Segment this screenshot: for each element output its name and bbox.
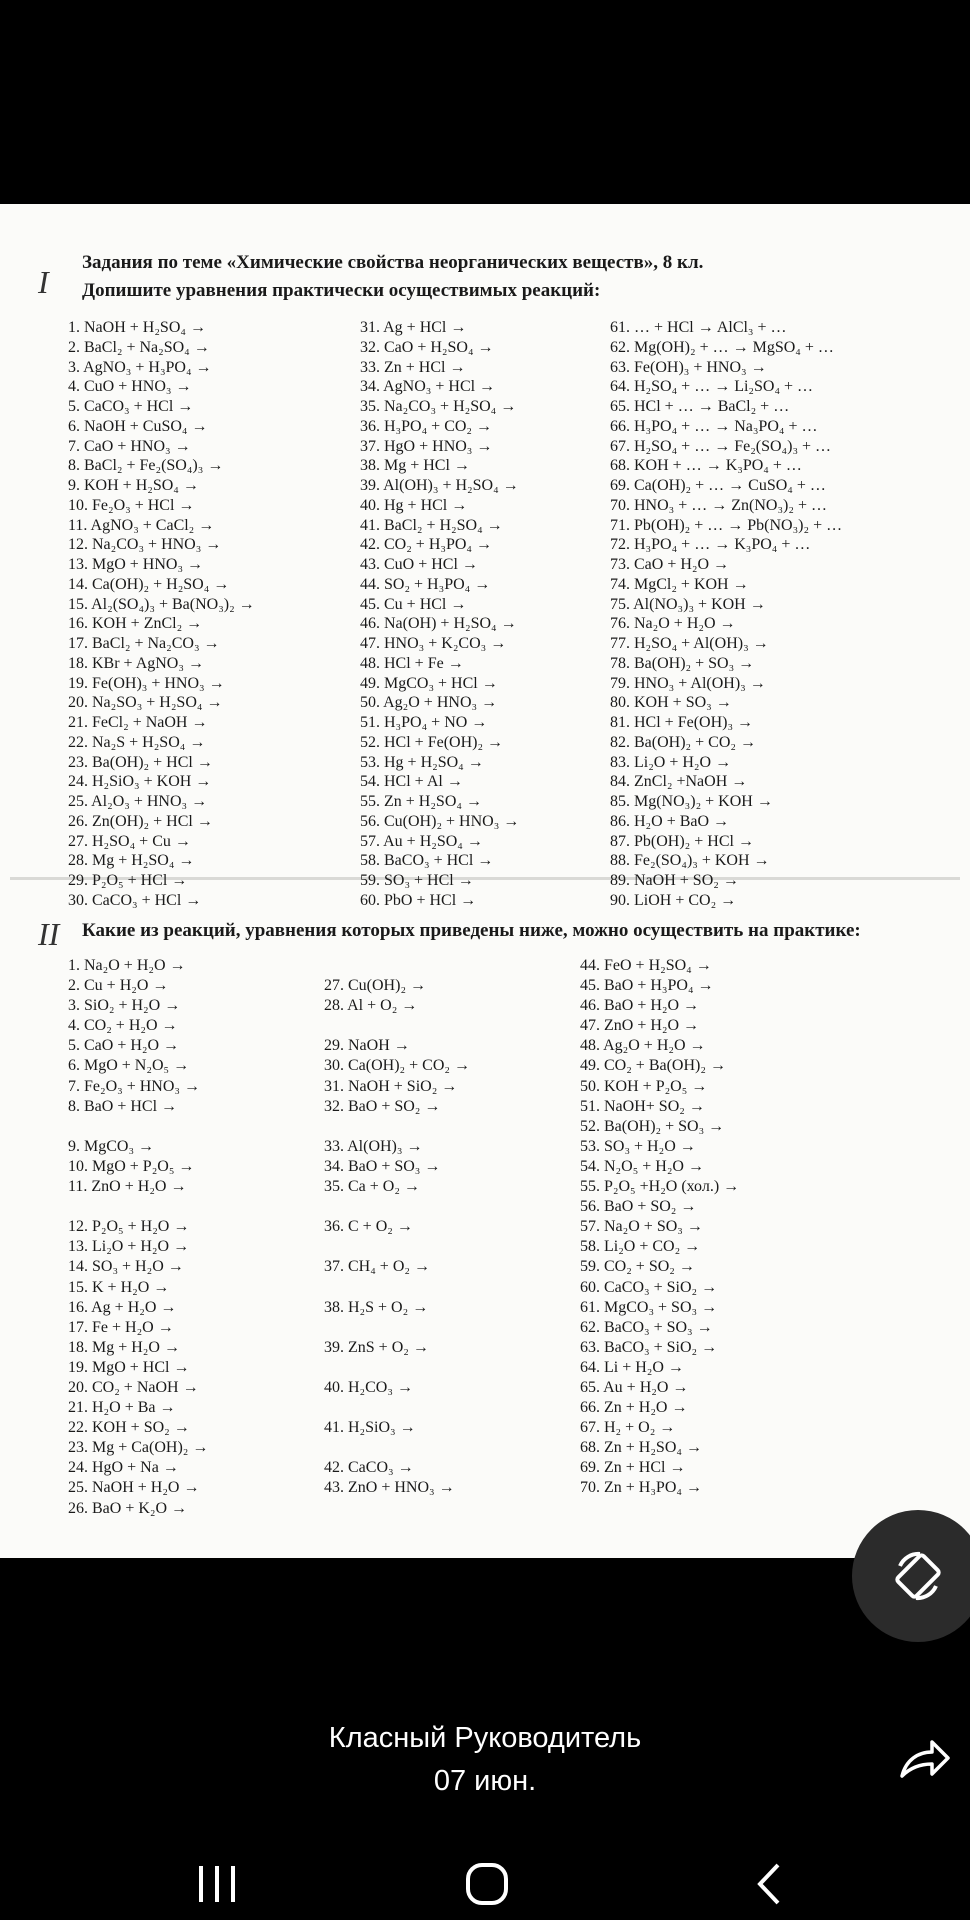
equation-item: 47. ZnO + H₂O →: [580, 1017, 700, 1035]
part2-column-1: [68, 956, 208, 1519]
equation-item: 28. Mg + H₂SO₄ →: [68, 852, 195, 870]
equation-item: 55. Zn + H₂SO₄ →: [360, 793, 482, 810]
equation-item: [324, 1358, 470, 1378]
equation-item: 75. Al(NO₃)₃ + KOH →: [610, 595, 766, 613]
back-button[interactable]: [748, 1862, 792, 1906]
equation-item: 59. SO₃ + HCl →: [360, 872, 474, 889]
equation-item: 69. Ca(OH)₂ + … → CuSO₄ + …: [610, 477, 826, 494]
equation-item: 24. HgO + Na →: [68, 1459, 179, 1477]
equation-item: 87. Pb(OH)₂ + HCl →: [610, 832, 754, 850]
equation-item: 69. Zn + HCl →: [580, 1459, 686, 1477]
equation-item: 14. Ca(OH)₂ + H₂SO₄ →: [68, 575, 230, 593]
equation-item: [324, 1398, 470, 1418]
equation-item: 1. NaOH + H₂SO₄ →: [68, 319, 206, 336]
equation-item: 66. Zn + H₂O →: [580, 1399, 688, 1417]
equation-item: 74. MgCl₂ + KOH →: [610, 575, 749, 593]
equation-item: 62. Mg(OH)₂ + … → MgSO₄ + …: [610, 338, 834, 356]
equation-item: [68, 1197, 208, 1217]
equation-item: 51. NaOH+ SO₂ →: [580, 1097, 705, 1115]
section-one-marker: I: [38, 264, 49, 300]
equation-item: 43. ZnO + HNO₃ →: [324, 1479, 455, 1497]
share-icon[interactable]: [896, 1736, 952, 1784]
equation-item: 72. H₃PO₄ + … → K₃PO₄ + …: [610, 536, 811, 554]
equation-item: 61. MgCO₃ + SO₃ →: [580, 1298, 718, 1316]
equation-item: 73. CaO + H₂O →: [610, 556, 730, 573]
equation-item: 64. H₂SO₄ + … → Li₂SO₄ + …: [610, 378, 814, 396]
equation-item: 33. Al(OH)₃ →: [324, 1137, 423, 1155]
equation-item: 56. BaO + SO₂ →: [580, 1198, 697, 1216]
equation-item: 11. AgNO₃ + CaCl₂ →: [68, 516, 215, 534]
equation-item: 21. H₂O + Ba →: [68, 1399, 176, 1417]
equation-item: 26. BaO + K₂O →: [68, 1499, 188, 1517]
equation-item: 26. Zn(OH)₂ + HCl →: [68, 812, 213, 830]
equation-item: 29. NaOH →: [324, 1037, 410, 1055]
part2-column-3: [580, 956, 739, 1499]
equation-item: 45. BaO + H₃PO₄ →: [580, 977, 714, 995]
equation-item: 27. Cu(OH)₂ →: [324, 977, 427, 995]
equation-item: 66. H₃PO₄ + … → Na₃PO₄ + …: [610, 417, 818, 435]
equation-item: 46. Na(OH) + H₂SO₄ →: [360, 615, 517, 633]
section-two-title: Какие из реакций, уравнения которых приведены ниже, можно осуществить на практике:: [82, 920, 861, 941]
equation-item: 29. P₂O₅ + HCl →: [68, 872, 188, 889]
equation-item: 59. CO₂ + SO₂ →: [580, 1258, 695, 1276]
equation-item: 31. NaOH + SiO₂ →: [324, 1077, 458, 1095]
equation-item: 60. CaCO₃ + SiO₂ →: [580, 1278, 718, 1296]
equation-item: 11. ZnO + H₂O →: [68, 1178, 187, 1196]
equation-item: 78. Ba(OH)₂ + SO₃ →: [610, 654, 755, 672]
equation-item: 22. Na₂S + H₂SO₄ →: [68, 733, 206, 751]
worksheet-photo: [0, 204, 970, 1558]
equation-item: 68. KOH + … → K₃PO₄ + …: [610, 457, 802, 475]
equation-item: 7. CaO + HNO₃ →: [68, 437, 191, 455]
equation-item: 84. ZnCl₂ +NaOH →: [610, 773, 748, 791]
worksheet-subtitle: Допишите уравнения практически осуществимых реакций:: [82, 280, 601, 301]
equation-item: 39. Al(OH)₃ + H₂SO₄ →: [360, 477, 519, 494]
equation-item: 40. H₂CO₃ →: [324, 1378, 413, 1396]
equation-item: 50. KOH + P₂O₅ →: [580, 1077, 708, 1095]
equation-item: 1. Na₂O + H₂O →: [68, 957, 186, 974]
equation-item: [324, 1016, 470, 1036]
equation-item: 6. MgO + N₂O₅ →: [68, 1057, 190, 1075]
equation-item: 80. KOH + SO₃ →: [610, 694, 732, 712]
equation-item: 37. CH₄ + O₂ →: [324, 1258, 430, 1276]
equation-item: 5. CaCO₃ + HCl →: [68, 398, 194, 415]
equation-item: 36. C + O₂ →: [324, 1218, 413, 1236]
equation-item: 77. H₂SO₄ + Al(OH)₃ →: [610, 635, 769, 652]
equation-item: 81. HCl + Fe(OH)₃ →: [610, 714, 754, 731]
equation-item: 13. MgO + HNO₃ →: [68, 556, 204, 573]
equation-item: 49. CO₂ + Ba(OH)₂ →: [580, 1057, 726, 1075]
equation-item: 10. MgO + P₂O₅ →: [68, 1157, 195, 1175]
equation-item: 2. BaCl₂ + Na₂SO₄ →: [68, 338, 210, 356]
equation-item: 43. CuO + HCl →: [360, 556, 478, 573]
equation-item: 25. NaOH + H₂O →: [68, 1479, 200, 1497]
equation-item: 47. HNO₃ + K₂CO₃ →: [360, 635, 507, 652]
equation-item: 6. NaOH + CuSO₄ →: [68, 417, 208, 435]
equation-item: 3. SiO₂ + H₂O →: [68, 997, 181, 1015]
equation-item: 50. Ag₂O + HNO₃ →: [360, 694, 498, 712]
equation-item: 76. Na₂O + H₂O →: [610, 615, 736, 633]
equation-item: 8. BaO + HCl →: [68, 1097, 178, 1115]
equation-item: 16. Ag + H₂O →: [68, 1298, 177, 1316]
equation-item: 4. CuO + HNO₃ →: [68, 378, 192, 396]
equation-item: 57. Na₂O + SO₃ →: [580, 1218, 703, 1236]
equation-item: 35. Na₂CO₃ + H₂SO₄ →: [360, 398, 517, 415]
equation-item: 55. P₂O₅ +H₂O (хол.) →: [580, 1178, 740, 1196]
equation-item: 52. HCl + Fe(OH)₂ →: [360, 733, 504, 751]
equation-item: 17. Fe + H₂O →: [68, 1318, 174, 1336]
recent-apps-button[interactable]: [195, 1862, 239, 1906]
equation-item: 38. H₂S + O₂ →: [324, 1298, 429, 1316]
equation-item: 49. MgCO₃ + HCl →: [360, 674, 498, 692]
equation-item: 37. HgO + HNO₃ →: [360, 437, 493, 455]
equation-item: 20. Na₂SO₃ + H₂SO₄ →: [68, 694, 223, 712]
equation-item: [324, 1197, 470, 1217]
equation-item: 10. Fe₂O₃ + HCl →: [68, 496, 195, 514]
equation-item: 64. Li + H₂O →: [580, 1358, 684, 1376]
equation-item: 24. H₂SiO₃ + KOH →: [68, 773, 212, 791]
equation-item: 52. Ba(OH)₂ + SO₃ →: [580, 1117, 725, 1135]
equation-item: 56. Cu(OH)₂ + HNO₃ →: [360, 812, 520, 830]
equation-item: 36. H₃PO₄ + CO₂ →: [360, 417, 492, 435]
equation-item: 9. MgCO₃ →: [68, 1137, 155, 1155]
equation-item: 67. H₂SO₄ + … → Fe₂(SO₄)₃ + …: [610, 437, 832, 455]
equation-item: 41. BaCl₂ + H₂SO₄ →: [360, 516, 503, 534]
equation-item: 54. HCl + Al →: [360, 773, 463, 791]
equation-item: 85. Mg(NO₃)₂ + KOH →: [610, 793, 773, 810]
equation-item: 35. Ca + O₂ →: [324, 1178, 420, 1196]
part1-column-2: [360, 318, 519, 911]
equation-item: 60. PbO + HCl →: [360, 891, 477, 909]
equation-item: 15. Al₂(SO₄)₃ + Ba(NO₃)₂ →: [68, 595, 255, 613]
equation-item: 90. LiOH + CO₂ →: [610, 891, 737, 909]
equation-item: 51. H₃PO₄ + NO →: [360, 714, 488, 731]
equation-item: 58. Li₂O + CO₂ →: [580, 1238, 701, 1256]
equation-item: 12. Na₂CO₃ + HNO₃ →: [68, 536, 222, 554]
equation-item: 27. H₂SO₄ + Cu →: [68, 832, 191, 850]
equation-item: 54. N₂O₅ + H₂O →: [580, 1157, 704, 1175]
equation-item: 23. Ba(OH)₂ + HCl →: [68, 753, 213, 771]
equation-item: 40. Hg + HCl →: [360, 496, 468, 514]
equation-item: 63. Fe(OH)₃ + HNO₃ →: [610, 358, 767, 376]
part1-column-3: [610, 318, 842, 911]
equation-item: 68. Zn + H₂SO₄ →: [580, 1439, 702, 1457]
equation-item: 83. Li₂O + H₂O →: [610, 753, 732, 771]
equation-item: 53. SO₃ + H₂O →: [580, 1137, 696, 1155]
equation-item: 13. Li₂O + H₂O →: [68, 1238, 190, 1256]
equation-item: 34. BaO + SO₃ →: [324, 1157, 441, 1175]
equation-item: 65. Au + H₂O →: [580, 1378, 689, 1396]
equation-item: 71. Pb(OH)₂ + … → Pb(NO₃)₂ + …: [610, 516, 843, 534]
equation-item: 70. Zn + H₃PO₄ →: [580, 1479, 702, 1497]
equation-item: 5. CaO + H₂O →: [68, 1037, 180, 1055]
equation-item: 31. Ag + HCl →: [360, 319, 467, 336]
equation-item: 57. Au + H₂SO₄ →: [360, 832, 483, 850]
equation-item: 16. KOH + ZnCl₂ →: [68, 615, 203, 633]
equation-item: 3. AgNO₃ + H₃PO₄ →: [68, 358, 212, 376]
equation-item: 18. Mg + H₂O →: [68, 1338, 180, 1356]
equation-item: 28. Al + O₂ →: [324, 997, 418, 1015]
equation-item: 19. Fe(OH)₃ + HNO₃ →: [68, 674, 225, 692]
equation-item: 15. K + H₂O →: [68, 1278, 170, 1296]
equation-item: 79. HNO₃ + Al(OH)₃ →: [610, 674, 766, 692]
equation-item: 30. CaCO₃ + HCl →: [68, 891, 202, 909]
equation-item: [324, 1237, 470, 1257]
equation-item: 32. BaO + SO₂ →: [324, 1097, 441, 1115]
equation-item: 9. KOH + H₂SO₄ →: [68, 477, 199, 494]
equation-item: 17. BaCl₂ + Na₂CO₃ →: [68, 635, 220, 652]
sender-name: Класный Руководитель: [328, 1722, 642, 1754]
equation-item: 22. KOH + SO₂ →: [68, 1419, 190, 1437]
message-date: 07 июн.: [433, 1765, 537, 1797]
equation-item: 88. Fe₂(SO₄)₃ + KOH →: [610, 852, 770, 870]
equation-item: 53. Hg + H₂SO₄ →: [360, 753, 484, 771]
equation-item: 32. CaO + H₂SO₄ →: [360, 338, 494, 356]
equation-item: 39. ZnS + O₂ →: [324, 1338, 429, 1356]
equation-item: [324, 1438, 470, 1458]
worksheet-title: Задания по теме «Химические свойства неорганических веществ», 8 кл.: [82, 252, 704, 273]
equation-item: 21. FeCl₂ + NaOH →: [68, 714, 208, 731]
equation-item: 30. Ca(OH)₂ + CO₂ →: [324, 1057, 470, 1075]
equation-item: 34. AgNO₃ + HCl →: [360, 378, 496, 396]
equation-item: 14. SO₃ + H₂O →: [68, 1258, 184, 1276]
equation-item: 63. BaCO₃ + SiO₂ →: [580, 1338, 718, 1356]
equation-item: 45. Cu + HCl →: [360, 595, 467, 613]
equation-item: 38. Mg + HCl →: [360, 457, 470, 475]
equation-item: 48. Ag₂O + H₂O →: [580, 1037, 706, 1055]
equation-item: [324, 1318, 470, 1338]
part1-column-1: [68, 318, 255, 911]
equation-item: 25. Al₂O₃ + HNO₃ →: [68, 793, 208, 810]
equation-item: 18. KBr + AgNO₃ →: [68, 654, 204, 672]
equation-item: 23. Mg + Ca(OH)₂ →: [68, 1439, 209, 1457]
equation-item: 2. Cu + H₂O →: [68, 977, 169, 995]
equation-item: 42. CO₂ + H₃PO₄ →: [360, 536, 492, 554]
equation-item: 4. CO₂ + H₂O →: [68, 1017, 178, 1035]
equation-item: 44. FeO + H₂SO₄ →: [580, 957, 712, 974]
equation-item: 65. HCl + … → BaCl₂ + …: [610, 398, 790, 415]
equation-item: 8. BaCl₂ + Fe₂(SO₄)₃ →: [68, 457, 224, 475]
equation-item: [68, 1117, 208, 1137]
equation-item: 62. BaCO₃ + SO₃ →: [580, 1318, 713, 1336]
equation-item: 46. BaO + H₂O →: [580, 997, 700, 1015]
equation-item: 86. H₂O + BaO →: [610, 812, 730, 830]
section-two-marker: II: [38, 916, 60, 952]
equation-item: 44. SO₂ + H₃PO₄ →: [360, 575, 491, 593]
equation-item: 82. Ba(OH)₂ + CO₂ →: [610, 733, 756, 751]
equation-item: 61. … + HCl → AlCl₃ + …: [610, 319, 787, 336]
equation-item: 48. HCl + Fe →: [360, 654, 464, 672]
equation-item: 12. P₂O₅ + H₂O →: [68, 1218, 190, 1236]
equation-item: 70. HNO₃ + … → Zn(NO₃)₂ + …: [610, 496, 827, 514]
equation-item: [324, 956, 470, 976]
equation-item: 19. MgO + HCl →: [68, 1358, 190, 1376]
equation-item: 33. Zn + HCl →: [360, 358, 466, 376]
rotate-icon: [886, 1544, 950, 1608]
equation-item: [324, 1278, 470, 1298]
equation-item: 89. NaOH + SO₂ →: [610, 872, 739, 889]
equation-item: 7. Fe₂O₃ + HNO₃ →: [68, 1077, 200, 1095]
equation-item: 41. H₂SiO₃ →: [324, 1419, 416, 1437]
equation-item: 42. CaCO₃ →: [324, 1459, 414, 1477]
part2-column-2: [324, 956, 470, 1499]
equation-item: 20. CO₂ + NaOH →: [68, 1378, 199, 1396]
equation-item: 67. H₂ + O₂ →: [580, 1419, 676, 1437]
equation-item: [324, 1117, 470, 1137]
home-button[interactable]: [465, 1862, 509, 1906]
equation-item: 58. BaCO₃ + HCl →: [360, 852, 494, 870]
status-bar-area: [0, 0, 970, 204]
